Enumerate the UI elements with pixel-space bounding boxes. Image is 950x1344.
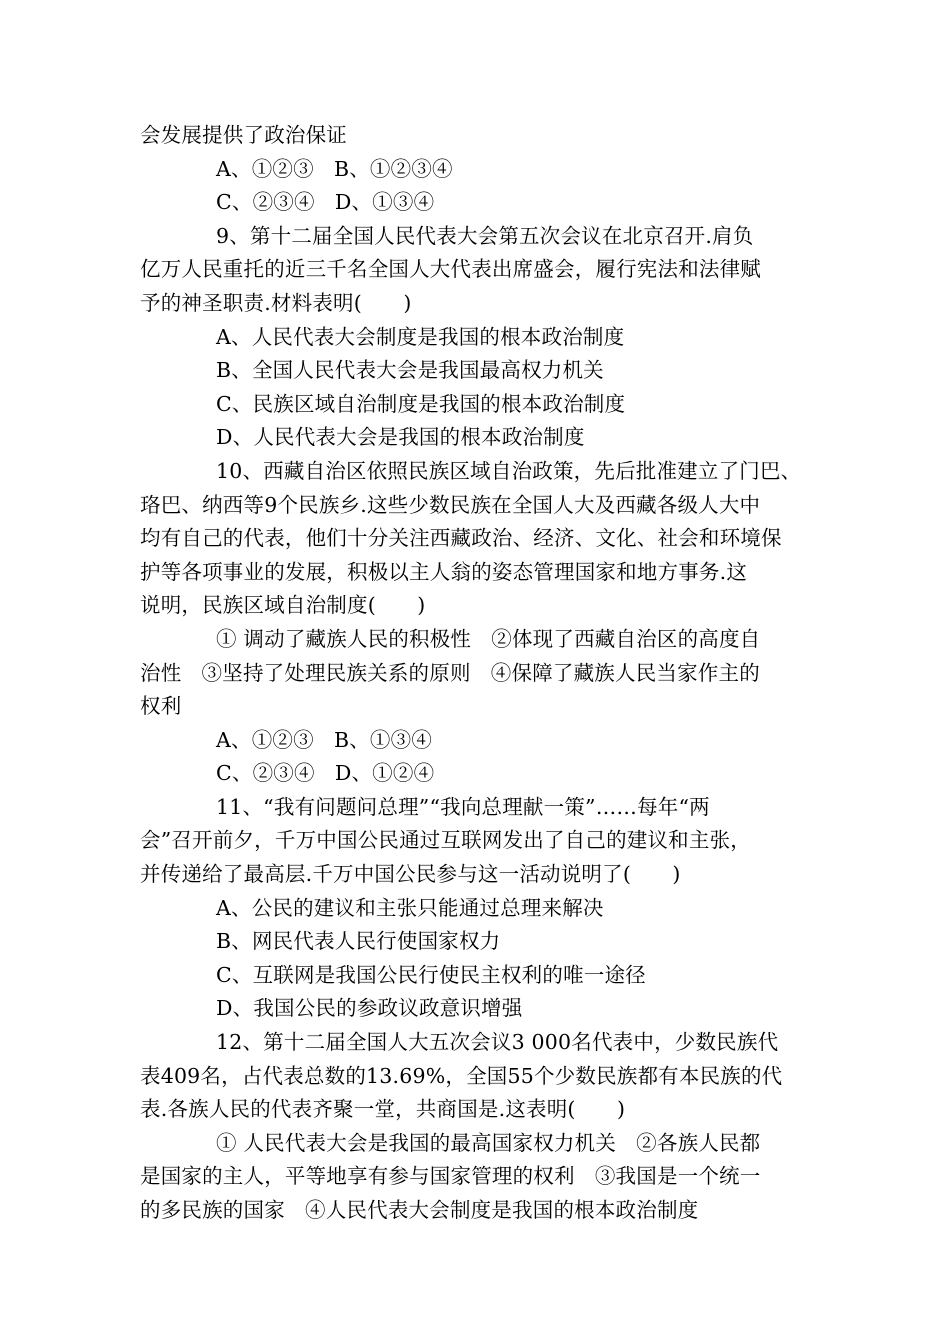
answer-option-line: C、民族区域自治制度是我国的根本政治制度 [216,391,626,416]
answer-option-line: D、人民代表大会是我国的根本政治制度 [216,425,585,450]
text-line: 权利 [140,694,182,719]
answer-option-line: C、②③④ D、①②④ [216,761,435,786]
question-stem-line: 10、西藏自治区依照民族区域自治政策，先后批准建立了门巴、 [216,458,802,483]
text-line: 均有自己的代表，他们十分关注西藏政治、经济、文化、社会和环境保 [140,526,782,551]
text-line: 予的神圣职责.材料表明( ) [140,290,412,315]
answer-option-line: B、全国人民代表大会是我国最高权力机关 [216,358,604,383]
text-line: 会发展提供了政治保证 [140,123,347,147]
question-stem-line: 11、“我有问题问总理”“我向总理献一策”……每年“两 [216,794,710,819]
answer-option-line: A、①②③ B、①②③④ [216,156,453,181]
text-line: 会”召开前夕，千万中国公民通过互联网发出了自己的建议和主张， [140,828,751,853]
text-line: 的多民族的国家 ④人民代表大会制度是我国的根本政治制度 [140,1198,699,1222]
answer-option-line: B、网民代表人民行使国家权力 [216,929,501,954]
question-stem-line: 9、第十二届全国人民代表大会第五次会议在北京召开.肩负 [216,223,754,248]
answer-option-line: A、①②③ B、①③④ [216,727,433,752]
answer-option-line: D、我国公民的参政议政意识增强 [216,996,523,1021]
text-line: ① 调动了藏族人民的积极性 ②体现了西藏自治区的高度自 [216,626,761,651]
document-body [140,119,820,1228]
answer-option-line: A、公民的建议和主张只能通过总理来解决 [216,895,604,920]
answer-option-line: C、互联网是我国公民行使民主权利的唯一途径 [216,962,646,987]
text-line: 并传递给了最高层.千万中国公民参与这一活动说明了( ) [140,862,681,887]
text-line: ① 人民代表大会是我国的最高国家权力机关 ②各族人民都 [216,1130,761,1155]
text-line: 是国家的主人，平等地享有参与国家管理的权利 ③我国是一个统一 [140,1164,761,1189]
text-line: 护等各项事业的发展，积极以主人翁的姿态管理国家和地方事务.这 [140,559,748,584]
text-line: 表.各族人民的代表齐聚一堂，共商国是.这表明( ) [140,1097,626,1122]
text-line: 治性 ③坚持了处理民族关系的原则 ④保障了藏族人民当家作主的 [140,660,760,685]
text-line: 说明，民族区域自治制度( ) [140,593,426,618]
text-line: 表409名，占代表总数的13.69%，全国55个少数民族都有本民族的代 [140,1063,783,1088]
text-line: 亿万人民重托的近三千名全国人大代表出席盛会，履行宪法和法律赋 [140,257,761,282]
question-stem-line: 12、第十二届全国人大五次会议3 000名代表中，少数民族代 [216,1030,779,1055]
answer-option-line: C、②③④ D、①③④ [216,190,435,215]
answer-option-line: A、人民代表大会制度是我国的根本政治制度 [216,324,625,349]
text-line: 珞巴、纳西等9个民族乡.这些少数民族在全国人大及西藏各级人大中 [140,492,761,517]
